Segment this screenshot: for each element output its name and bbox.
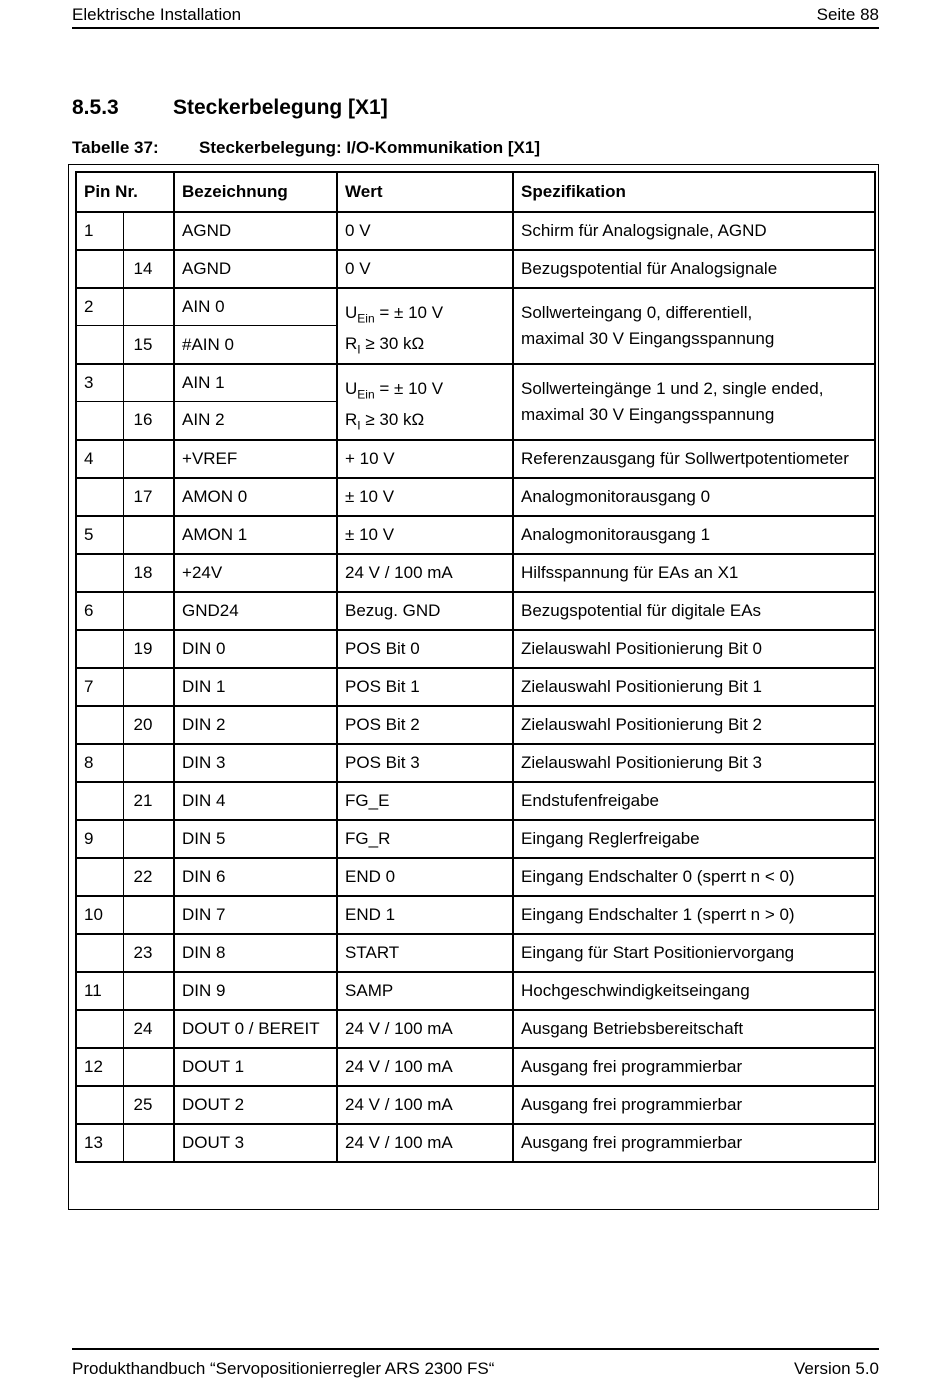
signal-spec: Ausgang frei programmierbar	[513, 1086, 875, 1124]
pin-assignment-table	[75, 171, 876, 1163]
signal-value: FG_R	[337, 820, 513, 858]
signal-name: AGND	[174, 250, 337, 288]
pin-a	[76, 934, 123, 972]
table-row	[76, 972, 875, 1010]
pin-b: 21	[123, 782, 174, 820]
footer-document-title: Produkthandbuch “Servopositionierregler ARS 2300 FS“	[72, 1359, 495, 1378]
header-pin: Pin Nr.	[76, 172, 174, 212]
table-row	[76, 288, 875, 326]
pin-b	[123, 592, 174, 630]
signal-spec: Analogmonitorausgang 0	[513, 478, 875, 516]
pin-b	[123, 364, 174, 402]
pin-b	[123, 668, 174, 706]
signal-value	[337, 364, 513, 440]
table-row	[76, 516, 875, 554]
signal-value: 0 V	[337, 250, 513, 288]
signal-name: DIN 6	[174, 858, 337, 896]
table-row	[76, 1010, 875, 1048]
signal-name: DOUT 3	[174, 1124, 337, 1162]
pin-b	[123, 440, 174, 478]
section-number: 8.5.3	[72, 96, 119, 119]
signal-name: DIN 1	[174, 668, 337, 706]
signal-name: AMON 1	[174, 516, 337, 554]
signal-spec: Endstufenfreigabe	[513, 782, 875, 820]
pin-a: 11	[76, 972, 123, 1010]
table-row	[76, 706, 875, 744]
pin-a: 7	[76, 668, 123, 706]
pin-b: 14	[123, 250, 174, 288]
signal-spec: Bezugspotential für Analogsignale	[513, 250, 875, 288]
pin-a: 6	[76, 592, 123, 630]
pin-a: 8	[76, 744, 123, 782]
pin-a: 3	[76, 364, 123, 402]
pin-b: 18	[123, 554, 174, 592]
signal-value: START	[337, 934, 513, 972]
signal-spec: Hilfsspannung für EAs an X1	[513, 554, 875, 592]
signal-name: +VREF	[174, 440, 337, 478]
input-voltage: $U_{Ein}$ = ± 10 V	[345, 303, 444, 326]
table-row	[76, 820, 875, 858]
pin-a	[76, 706, 123, 744]
pin-b: 16	[123, 402, 174, 440]
page-footer	[72, 1348, 879, 1378]
footer-version: Version 5.0	[793, 1359, 879, 1378]
pin-a: 13	[76, 1124, 123, 1162]
signal-name: DIN 8	[174, 934, 337, 972]
section-heading	[72, 96, 388, 120]
table-caption	[72, 138, 540, 158]
table-row	[76, 440, 875, 478]
signal-value: POS Bit 0	[337, 630, 513, 668]
input-resistance: $R_I \ge 30$ kΩ	[345, 334, 425, 357]
signal-name: DIN 9	[174, 972, 337, 1010]
table-row	[76, 364, 875, 402]
pin-a	[76, 402, 123, 440]
table-title: Steckerbelegung: I/O-Kommunikation [X1]	[199, 138, 540, 157]
pin-a: 4	[76, 440, 123, 478]
signal-value	[337, 288, 513, 364]
input-voltage: $U_{Ein}$ = ± 10 V	[345, 378, 444, 402]
pin-a	[76, 782, 123, 820]
pin-a	[76, 858, 123, 896]
signal-value: POS Bit 3	[337, 744, 513, 782]
table-row	[76, 1124, 875, 1162]
pin-b	[123, 896, 174, 934]
signal-spec: Zielauswahl Positionierung Bit 1	[513, 668, 875, 706]
signal-name: AIN 1	[174, 364, 337, 402]
pin-a	[76, 326, 123, 364]
signal-value: SAMP	[337, 972, 513, 1010]
signal-spec: Eingang Reglerfreigabe	[513, 820, 875, 858]
header-name: Bezeichnung	[174, 172, 337, 212]
signal-spec: Zielauswahl Positionierung Bit 0	[513, 630, 875, 668]
pin-b: 20	[123, 706, 174, 744]
signal-spec: Eingang Endschalter 0 (sperrt n < 0)	[513, 858, 875, 896]
pin-b: 24	[123, 1010, 174, 1048]
signal-spec: Sollwerteingänge 1 und 2, single ended, maximal 30 V Eingangsspannung	[513, 364, 875, 440]
signal-name: DIN 0	[174, 630, 337, 668]
section-title: Steckerbelegung [X1]	[173, 96, 388, 119]
signal-spec: Hochgeschwindigkeitseingang	[513, 972, 875, 1010]
pin-b	[123, 1048, 174, 1086]
input-resistance: $R_I \ge 30$ kΩ	[345, 410, 425, 433]
signal-spec: Bezugspotential für digitale EAs	[513, 592, 875, 630]
pin-a	[76, 630, 123, 668]
signal-name: AGND	[174, 212, 337, 250]
pin-b	[123, 820, 174, 858]
table-row	[76, 592, 875, 630]
signal-value: END 0	[337, 858, 513, 896]
signal-name: +24V	[174, 554, 337, 592]
signal-spec: Referenzausgang für Sollwertpotentiometer	[513, 440, 875, 478]
table-row	[76, 212, 875, 250]
pin-a	[76, 554, 123, 592]
table-row	[76, 1086, 875, 1124]
signal-spec: Zielauswahl Positionierung Bit 2	[513, 706, 875, 744]
table-row	[76, 782, 875, 820]
table-row	[76, 744, 875, 782]
table-row	[76, 1048, 875, 1086]
header-value: Wert	[337, 172, 513, 212]
signal-spec: Analogmonitorausgang 1	[513, 516, 875, 554]
pin-a	[76, 478, 123, 516]
signal-value: ± 10 V	[337, 516, 513, 554]
pin-b	[123, 516, 174, 554]
pin-a	[76, 1010, 123, 1048]
signal-name: DIN 3	[174, 744, 337, 782]
signal-name: GND24	[174, 592, 337, 630]
pin-b: 15	[123, 326, 174, 364]
signal-name: DIN 2	[174, 706, 337, 744]
pin-a: 5	[76, 516, 123, 554]
signal-spec: Ausgang frei programmierbar	[513, 1124, 875, 1162]
pin-a: 1	[76, 212, 123, 250]
signal-value: FG_E	[337, 782, 513, 820]
signal-spec: Schirm für Analogsignale, AGND	[513, 212, 875, 250]
signal-value: 24 V / 100 mA	[337, 1086, 513, 1124]
header-page-number: Seite 88	[816, 5, 879, 24]
signal-name: DOUT 2	[174, 1086, 337, 1124]
table-row	[76, 250, 875, 288]
signal-value: ± 10 V	[337, 478, 513, 516]
signal-spec: Eingang Endschalter 1 (sperrt n > 0)	[513, 896, 875, 934]
table-number: Tabelle 37:	[72, 138, 159, 157]
pin-b: 23	[123, 934, 174, 972]
signal-value: 24 V / 100 mA	[337, 1010, 513, 1048]
table-row	[76, 896, 875, 934]
signal-name: DIN 5	[174, 820, 337, 858]
pin-b	[123, 1124, 174, 1162]
signal-spec: Ausgang frei programmierbar	[513, 1048, 875, 1086]
signal-value: 0 V	[337, 212, 513, 250]
signal-spec: Ausgang Betriebsbereitschaft	[513, 1010, 875, 1048]
pin-a: 12	[76, 1048, 123, 1086]
signal-value: 24 V / 100 mA	[337, 554, 513, 592]
signal-value: 24 V / 100 mA	[337, 1124, 513, 1162]
signal-value: + 10 V	[337, 440, 513, 478]
signal-spec: Eingang für Start Positioniervorgang	[513, 934, 875, 972]
pin-b	[123, 212, 174, 250]
table-row	[76, 858, 875, 896]
signal-name: DIN 7	[174, 896, 337, 934]
signal-name: DOUT 1	[174, 1048, 337, 1086]
pin-b	[123, 744, 174, 782]
pin-b	[123, 972, 174, 1010]
table-row	[76, 668, 875, 706]
pin-a: 9	[76, 820, 123, 858]
signal-spec: Zielauswahl Positionierung Bit 3	[513, 744, 875, 782]
pin-b: 25	[123, 1086, 174, 1124]
table-row	[76, 934, 875, 972]
pin-a	[76, 1086, 123, 1124]
signal-name: DOUT 0 / BEREIT	[174, 1010, 337, 1048]
table-row	[76, 630, 875, 668]
pin-a: 2	[76, 288, 123, 326]
pin-b: 19	[123, 630, 174, 668]
table-row	[76, 478, 875, 516]
pin-b	[123, 288, 174, 326]
signal-value: END 1	[337, 896, 513, 934]
signal-name: #AIN 0	[174, 326, 337, 364]
table-header-row	[76, 172, 875, 212]
pin-b: 17	[123, 478, 174, 516]
pin-b: 22	[123, 858, 174, 896]
signal-spec: Sollwerteingang 0, differentiell, maximal 30 V Eingangsspannung	[513, 288, 875, 364]
page-header	[72, 5, 879, 29]
signal-value: POS Bit 2	[337, 706, 513, 744]
header-chapter: Elektrische Installation	[72, 5, 242, 24]
pin-a: 10	[76, 896, 123, 934]
table-row	[76, 554, 875, 592]
signal-name: AIN 2	[174, 402, 337, 440]
signal-name: DIN 4	[174, 782, 337, 820]
signal-value: POS Bit 1	[337, 668, 513, 706]
table-body	[76, 212, 875, 1162]
header-spec: Spezifikation	[513, 172, 875, 212]
signal-name: AIN 0	[174, 288, 337, 326]
signal-name: AMON 0	[174, 478, 337, 516]
signal-value: Bezug. GND	[337, 592, 513, 630]
signal-value: 24 V / 100 mA	[337, 1048, 513, 1086]
pin-a	[76, 250, 123, 288]
